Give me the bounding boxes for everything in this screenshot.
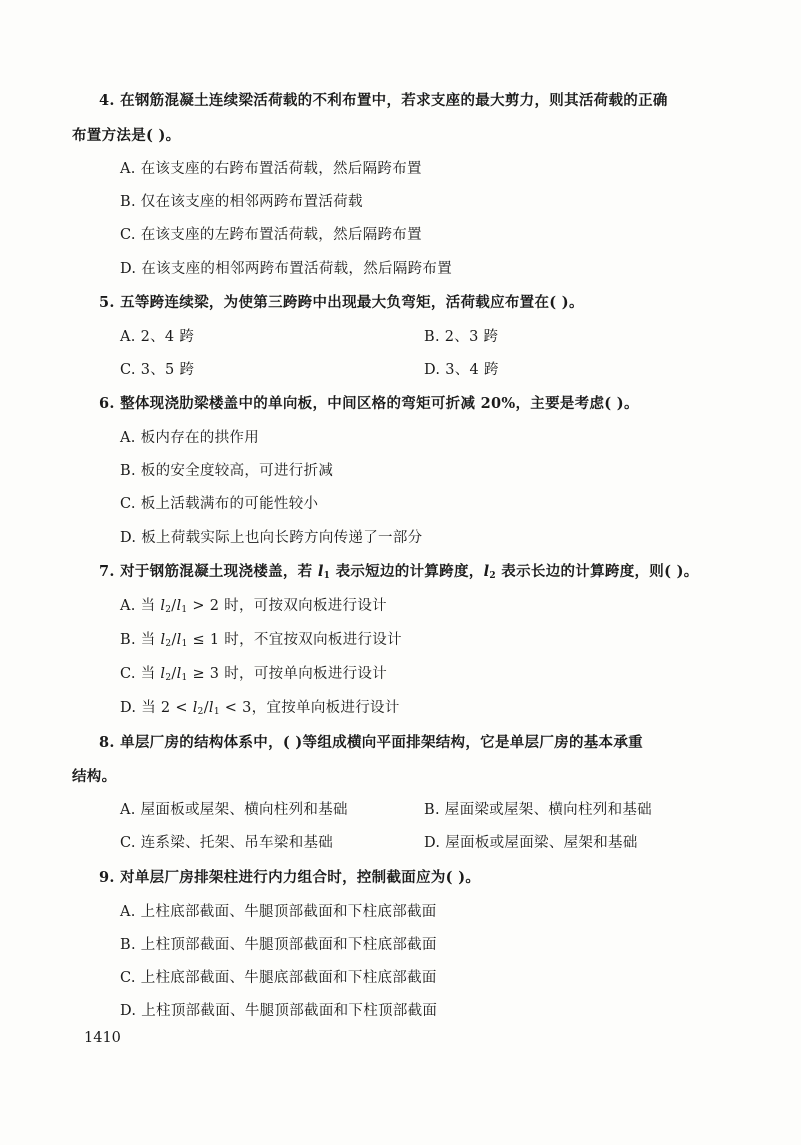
question-4-stem: 4. 在钢筋混凝土连续梁活荷载的不利布置中，若求支座的最大剪力，则其活荷载的正确 xyxy=(99,92,668,109)
question-8-option-a[interactable]: A. 屋面板或屋架、横向柱列和基础 xyxy=(120,802,348,818)
question-6-option-a[interactable]: A. 板内存在的拱作用 xyxy=(120,430,259,446)
question-6-option-c[interactable]: C. 板上活载满布的可能性较小 xyxy=(120,496,319,512)
question-5-option-c[interactable]: C. 3、5 跨 xyxy=(120,362,195,378)
question-9-option-a[interactable]: A. 上柱底部截面、牛腿顶部截面和下柱底部截面 xyxy=(120,904,437,920)
question-5-stem: 5. 五等跨连续梁，为使第三跨跨中出现最大负弯矩，活荷载应布置在( )。 xyxy=(99,294,584,311)
question-7-option-a[interactable]: A. 当 $l_2/l_1 > 2$ 时，可按双向板进行设计 xyxy=(120,598,387,615)
question-7-option-d[interactable]: D. 当 $2 < l_2/l_1 < 3$，宜按单向板进行设计 xyxy=(120,700,400,717)
page-number: 1410 xyxy=(84,1030,121,1046)
question-5-option-a[interactable]: A. 2、4 跨 xyxy=(120,329,195,345)
question-4-option-b[interactable]: B. 仅在该支座的相邻两跨布置活荷载 xyxy=(120,194,363,210)
question-4-option-a[interactable]: A. 在该支座的右跨布置活荷载，然后隔跨布置 xyxy=(120,161,422,177)
question-9-stem: 9. 对单层厂房排架柱进行内力组合时，控制截面应为( )。 xyxy=(99,869,481,886)
question-8-stem: 8. 单层厂房的结构体系中，( )等组成横向平面排架结构，它是单层厂房的基本承重 xyxy=(99,734,643,751)
question-7-option-c[interactable]: C. 当 $l_2/l_1 \ge 3$ 时，可按单向板进行设计 xyxy=(120,666,388,683)
question-8-option-d[interactable]: D. 屋面板或屋面梁、屋架和基础 xyxy=(424,835,638,851)
question-8-option-c[interactable]: C. 连系梁、托架、吊车梁和基础 xyxy=(120,835,334,851)
question-9-option-c[interactable]: C. 上柱底部截面、牛腿底部截面和下柱底部截面 xyxy=(120,970,437,986)
question-4-option-c[interactable]: C. 在该支座的左跨布置活荷载，然后隔跨布置 xyxy=(120,227,422,243)
question-5-option-b[interactable]: B. 2、3 跨 xyxy=(424,329,499,345)
question-5-option-d[interactable]: D. 3、4 跨 xyxy=(424,362,499,378)
question-9-option-d[interactable]: D. 上柱顶部截面、牛腿顶部截面和下柱顶部截面 xyxy=(120,1003,438,1019)
question-7-stem: 7. 对于钢筋混凝土现浇楼盖，若 $l_1$ 表示短边的计算跨度，$l_2$ 表示长边的计算跨度，则( )。 xyxy=(99,563,699,581)
question-7-option-b[interactable]: B. 当 $l_2/l_1 \le 1$ 时，不宜按双向板进行设计 xyxy=(120,632,402,649)
question-6-option-d[interactable]: D. 板上荷载实际上也向长跨方向传递了一部分 xyxy=(120,530,423,546)
question-4-stem-cont: 布置方法是( )。 xyxy=(72,127,181,144)
question-9-option-b[interactable]: B. 上柱顶部截面、牛腿顶部截面和下柱底部截面 xyxy=(120,937,437,953)
question-8-option-b[interactable]: B. 屋面梁或屋架、横向柱列和基础 xyxy=(424,802,652,818)
question-4-option-d[interactable]: D. 在该支座的相邻两跨布置活荷载，然后隔跨布置 xyxy=(120,261,453,277)
question-8-stem-cont: 结构。 xyxy=(72,768,117,785)
question-6-stem: 6. 整体现浇肋梁楼盖中的单向板，中间区格的弯矩可折减 20%，主要是考虑( )。 xyxy=(99,395,639,412)
question-6-option-b[interactable]: B. 板的安全度较高，可进行折减 xyxy=(120,463,334,479)
